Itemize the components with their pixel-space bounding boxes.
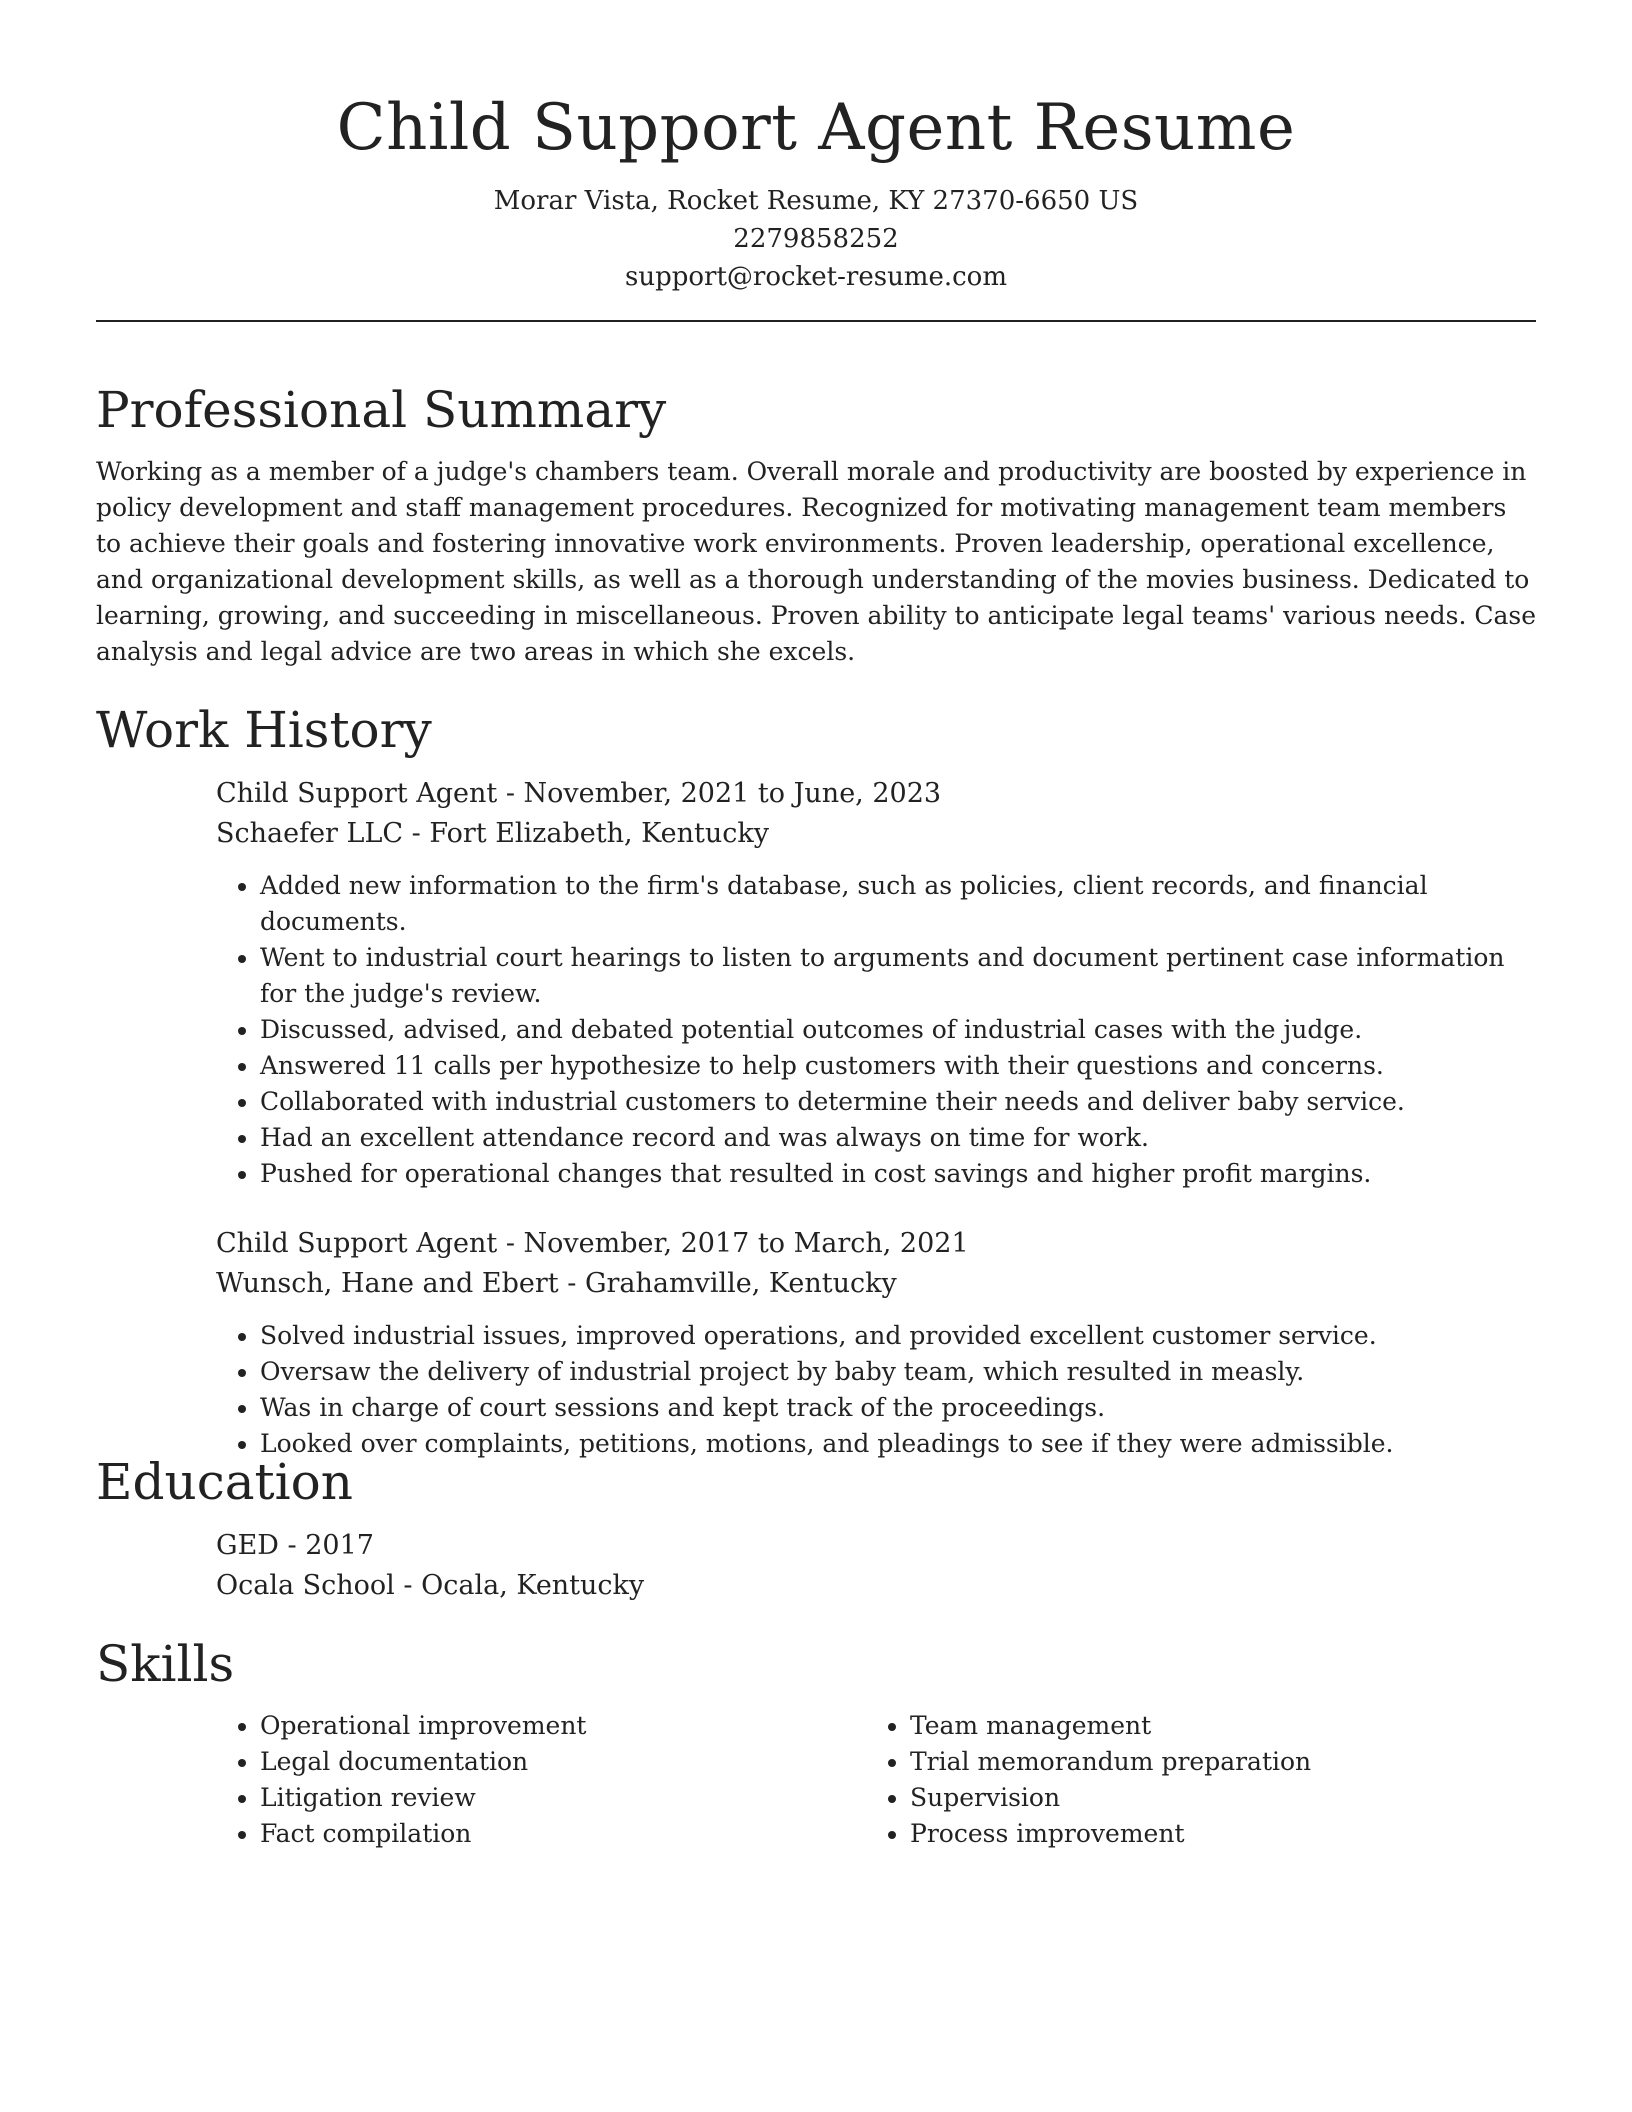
job-company: Wunsch, Hane and Ebert: [216, 1268, 559, 1299]
job-company-line: [216, 1264, 1536, 1304]
list-item: • Collaborated with industrial customers to determine their needs and deliver baby service.: [260, 1084, 1536, 1120]
list-item: • Legal documentation: [260, 1744, 866, 1780]
contact-phone: 2279858252: [733, 224, 899, 254]
section-heading-skills: Skills: [96, 1635, 235, 1693]
education-school-line: [216, 1566, 1536, 1606]
contact-email: support@rocket-resume.com: [624, 262, 1007, 292]
job-title-line: [216, 1224, 1536, 1264]
list-item: • Looked over complaints, petitions, motions, and pleadings to see if they were admissible.: [260, 1426, 1536, 1462]
list-item: • Fact compilation: [260, 1816, 866, 1852]
education-degree-line: [216, 1526, 1536, 1566]
list-item: • Litigation review: [260, 1780, 866, 1816]
section-heading-education: Education: [96, 1453, 353, 1511]
job-duties-list: [216, 1318, 1536, 1462]
skills-section: [96, 1632, 1536, 1852]
job-title: Child Support Agent: [216, 778, 498, 809]
list-item: • Team management: [910, 1708, 1516, 1744]
summary-paragraph: Working as a member of a judge's chambers team. Overall morale and productivity are boosted by experience in policy development and staff management procedures. Recognized for motivating management team members to achieve their goals and fostering innovative work environments. Proven leadership, operational excellence, and organizational development skills, as well as a thorough understanding of the movies business. Dedicated to learning, growing, and succeeding in miscellaneous. Proven ability to anticipate legal teams' various needs. Case analysis and legal advice are two areas in which she excels.: [96, 457, 1537, 666]
job-dates: - November, 2021 to June, 2023: [497, 778, 942, 809]
education-entry: [216, 1526, 1536, 1606]
list-item: • Process improvement: [910, 1816, 1516, 1852]
education-section: [96, 1450, 1536, 1606]
work-history-section: [96, 698, 1536, 1462]
job-title: Child Support Agent: [216, 1228, 498, 1259]
contact-block: [96, 182, 1536, 296]
list-item: • Oversaw the delivery of industrial project by baby team, which resulted in measly.: [260, 1354, 1536, 1390]
resume-page: [96, 0, 1537, 1848]
list-item: • Discussed, advised, and debated potential outcomes of industrial cases with the judge.: [260, 1012, 1536, 1048]
list-item: • Was in charge of court sessions and kept track of the proceedings.: [260, 1390, 1536, 1426]
list-item: • Answered 11 calls per hypothesize to help customers with their questions and concerns.: [260, 1048, 1536, 1084]
job-location: - Grahamville, Kentucky: [558, 1268, 897, 1299]
education-year: - 2017: [278, 1530, 374, 1561]
job-duties-list: [216, 868, 1536, 1192]
list-item: • Trial memorandum preparation: [910, 1744, 1516, 1780]
skills-columns: [216, 1708, 1536, 1852]
job-entry: [216, 774, 1536, 1192]
resume-header: [96, 0, 1536, 322]
job-company: Schaefer LLC: [216, 818, 404, 849]
section-heading-work-history: Work History: [96, 701, 432, 759]
professional-summary-section: [96, 378, 1536, 670]
list-item: • Added new information to the firm's database, such as policies, client records, and financial documents.: [260, 868, 1536, 940]
job-location: - Fort Elizabeth, Kentucky: [403, 818, 769, 849]
header-divider: [96, 320, 1536, 322]
contact-address: Morar Vista, Rocket Resume, KY 27370-6650 US: [493, 186, 1139, 216]
education-degree: GED: [216, 1530, 279, 1561]
skills-column-left: [216, 1708, 866, 1852]
skills-list: [216, 1708, 866, 1852]
list-item: • Solved industrial issues, improved operations, and provided excellent customer service.: [260, 1318, 1536, 1354]
job-company-line: [216, 814, 1536, 854]
job-dates: - November, 2017 to March, 2021: [497, 1228, 969, 1259]
section-heading-summary: Professional Summary: [96, 381, 667, 439]
list-item: • Pushed for operational changes that resulted in cost savings and higher profit margins.: [260, 1156, 1536, 1192]
education-location: - Ocala, Kentucky: [394, 1570, 645, 1601]
list-item: • Had an excellent attendance record and was always on time for work.: [260, 1120, 1536, 1156]
job-title-line: [216, 774, 1536, 814]
job-entry: [216, 1224, 1536, 1462]
list-item: • Supervision: [910, 1780, 1516, 1816]
skills-list: [866, 1708, 1516, 1852]
education-school: Ocala School: [216, 1570, 395, 1601]
list-item: • Operational improvement: [260, 1708, 866, 1744]
resume-title: Child Support Agent Resume: [336, 91, 1296, 165]
list-item: • Went to industrial court hearings to listen to arguments and document pertinent case information for the judge's review.: [260, 940, 1536, 1012]
skills-column-right: [866, 1708, 1516, 1852]
